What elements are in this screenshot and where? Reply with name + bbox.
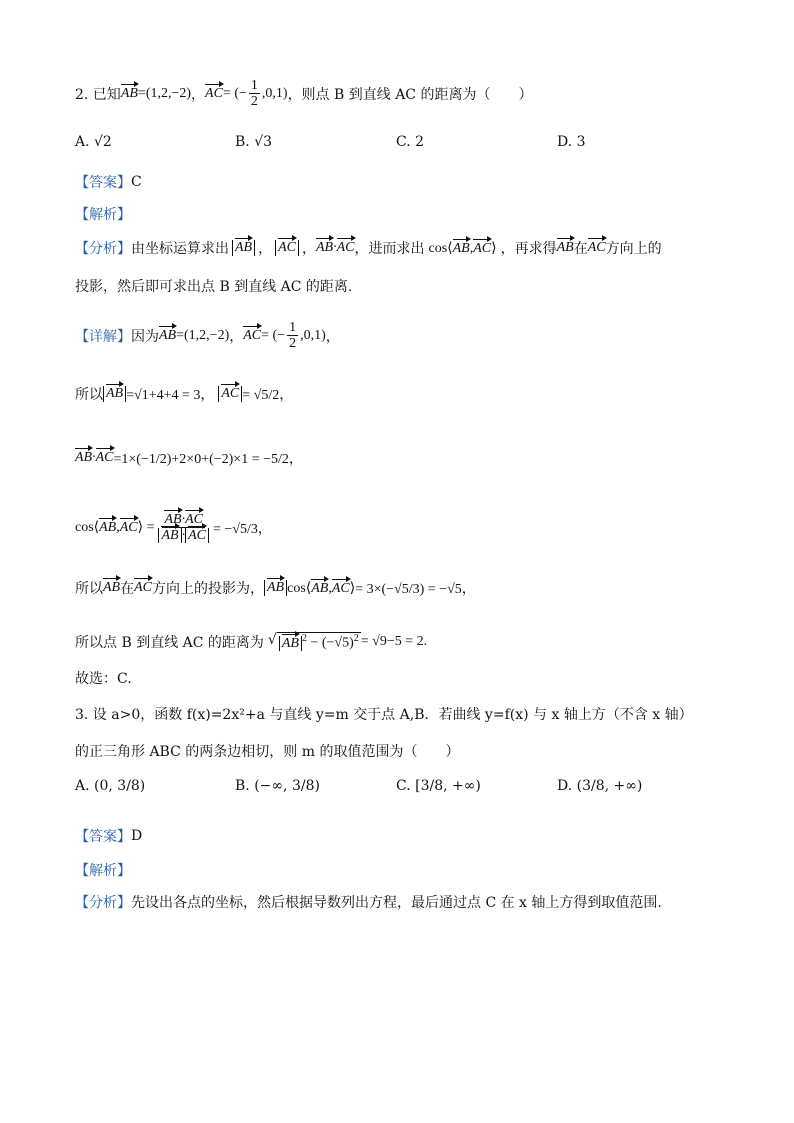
q3-fenxi: 【分析】 先设出各点的坐标，然后根据导数列出方程，最后通过点 C 在 x 轴上方得到取值范围.	[75, 895, 662, 911]
q2-answer: 【答案】 C	[75, 174, 142, 191]
q2-option-a: A. √2	[75, 134, 112, 150]
q3-analysis-label: 【解析】	[75, 863, 131, 879]
q2-analysis-label: 【解析】	[75, 207, 131, 223]
q2-fenxi: 【分析】 由坐标运算求出 AB ， AC ， AB·AC ，进而求出 cos⟨AB,AC⟩ ，再求得 AB 在 AC 方向上的	[75, 240, 662, 257]
q3-option-b: B. (−∞, 3/8)	[235, 778, 320, 794]
q3-stem-1: 3. 设 a>0，函数 f(x)=2x²+a 与直线 y=m 交于点 A,B．若曲线 y=f(x) 与 x 轴上方（不含 x 轴）	[75, 707, 693, 723]
q2-dist-line: 所以点 B 到直线 AC 的距离为 √ AB $^2 - (-√5)^2$ = √9−5 = 2.	[75, 632, 428, 651]
vector-ac: AC	[205, 85, 223, 101]
q2-cos-line: cos⟨AB,AC⟩ = $\frac{AB\cdot AC}{AB \cdot AC}$ = −√5/3，	[75, 512, 272, 543]
q2-abs-line: 所以 AB =√1+4+4 = 3， AC = √5/2，	[75, 386, 294, 403]
q3-stem-2: 的正三角形 ABC 的两条边相切，则 m 的取值范围为（ ）	[75, 744, 460, 760]
q2-option-c: C. 2	[396, 134, 425, 150]
q2-option-d: D. 3	[557, 134, 586, 150]
q2-fenxi-line2: 投影，然后即可求出点 B 到直线 AC 的距离.	[75, 279, 353, 295]
q2-dot-line: AB·AC =1×(−1/2)+2×0+(−2)×1 = −5/2，	[75, 450, 303, 467]
q2-stem: 2. 已知 AB =(1,2,−2) ， AC = (− $\frac{1}{2}$ ,0,1) ，则点 B 到直线 AC 的距离为（ ）	[75, 78, 533, 109]
q2-option-b: B. √3	[235, 134, 273, 150]
vector-ab: AB	[120, 85, 138, 101]
q2-xiangjie: 【详解】 因为 AB =(1,2,−2) ， AC = (− $\frac{1}{2}$ ,0,1) ，	[75, 320, 340, 351]
q3-option-c: C. [3/8, +∞)	[396, 778, 481, 794]
q2-guxuan: 故选：C.	[75, 671, 132, 687]
q3-answer: 【答案】 D	[75, 828, 143, 845]
fraction-half: $\frac{1}{2}$	[250, 78, 258, 109]
q3-option-a: A. (0, 3/8)	[75, 778, 146, 794]
q3-option-d: D. (3/8, +∞)	[557, 778, 643, 794]
q2-proj-line: 所以 AB 在 AC 方向上的投影为， AB cos⟨AB,AC⟩ = 3×(−√5/3) = −√5，	[75, 580, 476, 597]
